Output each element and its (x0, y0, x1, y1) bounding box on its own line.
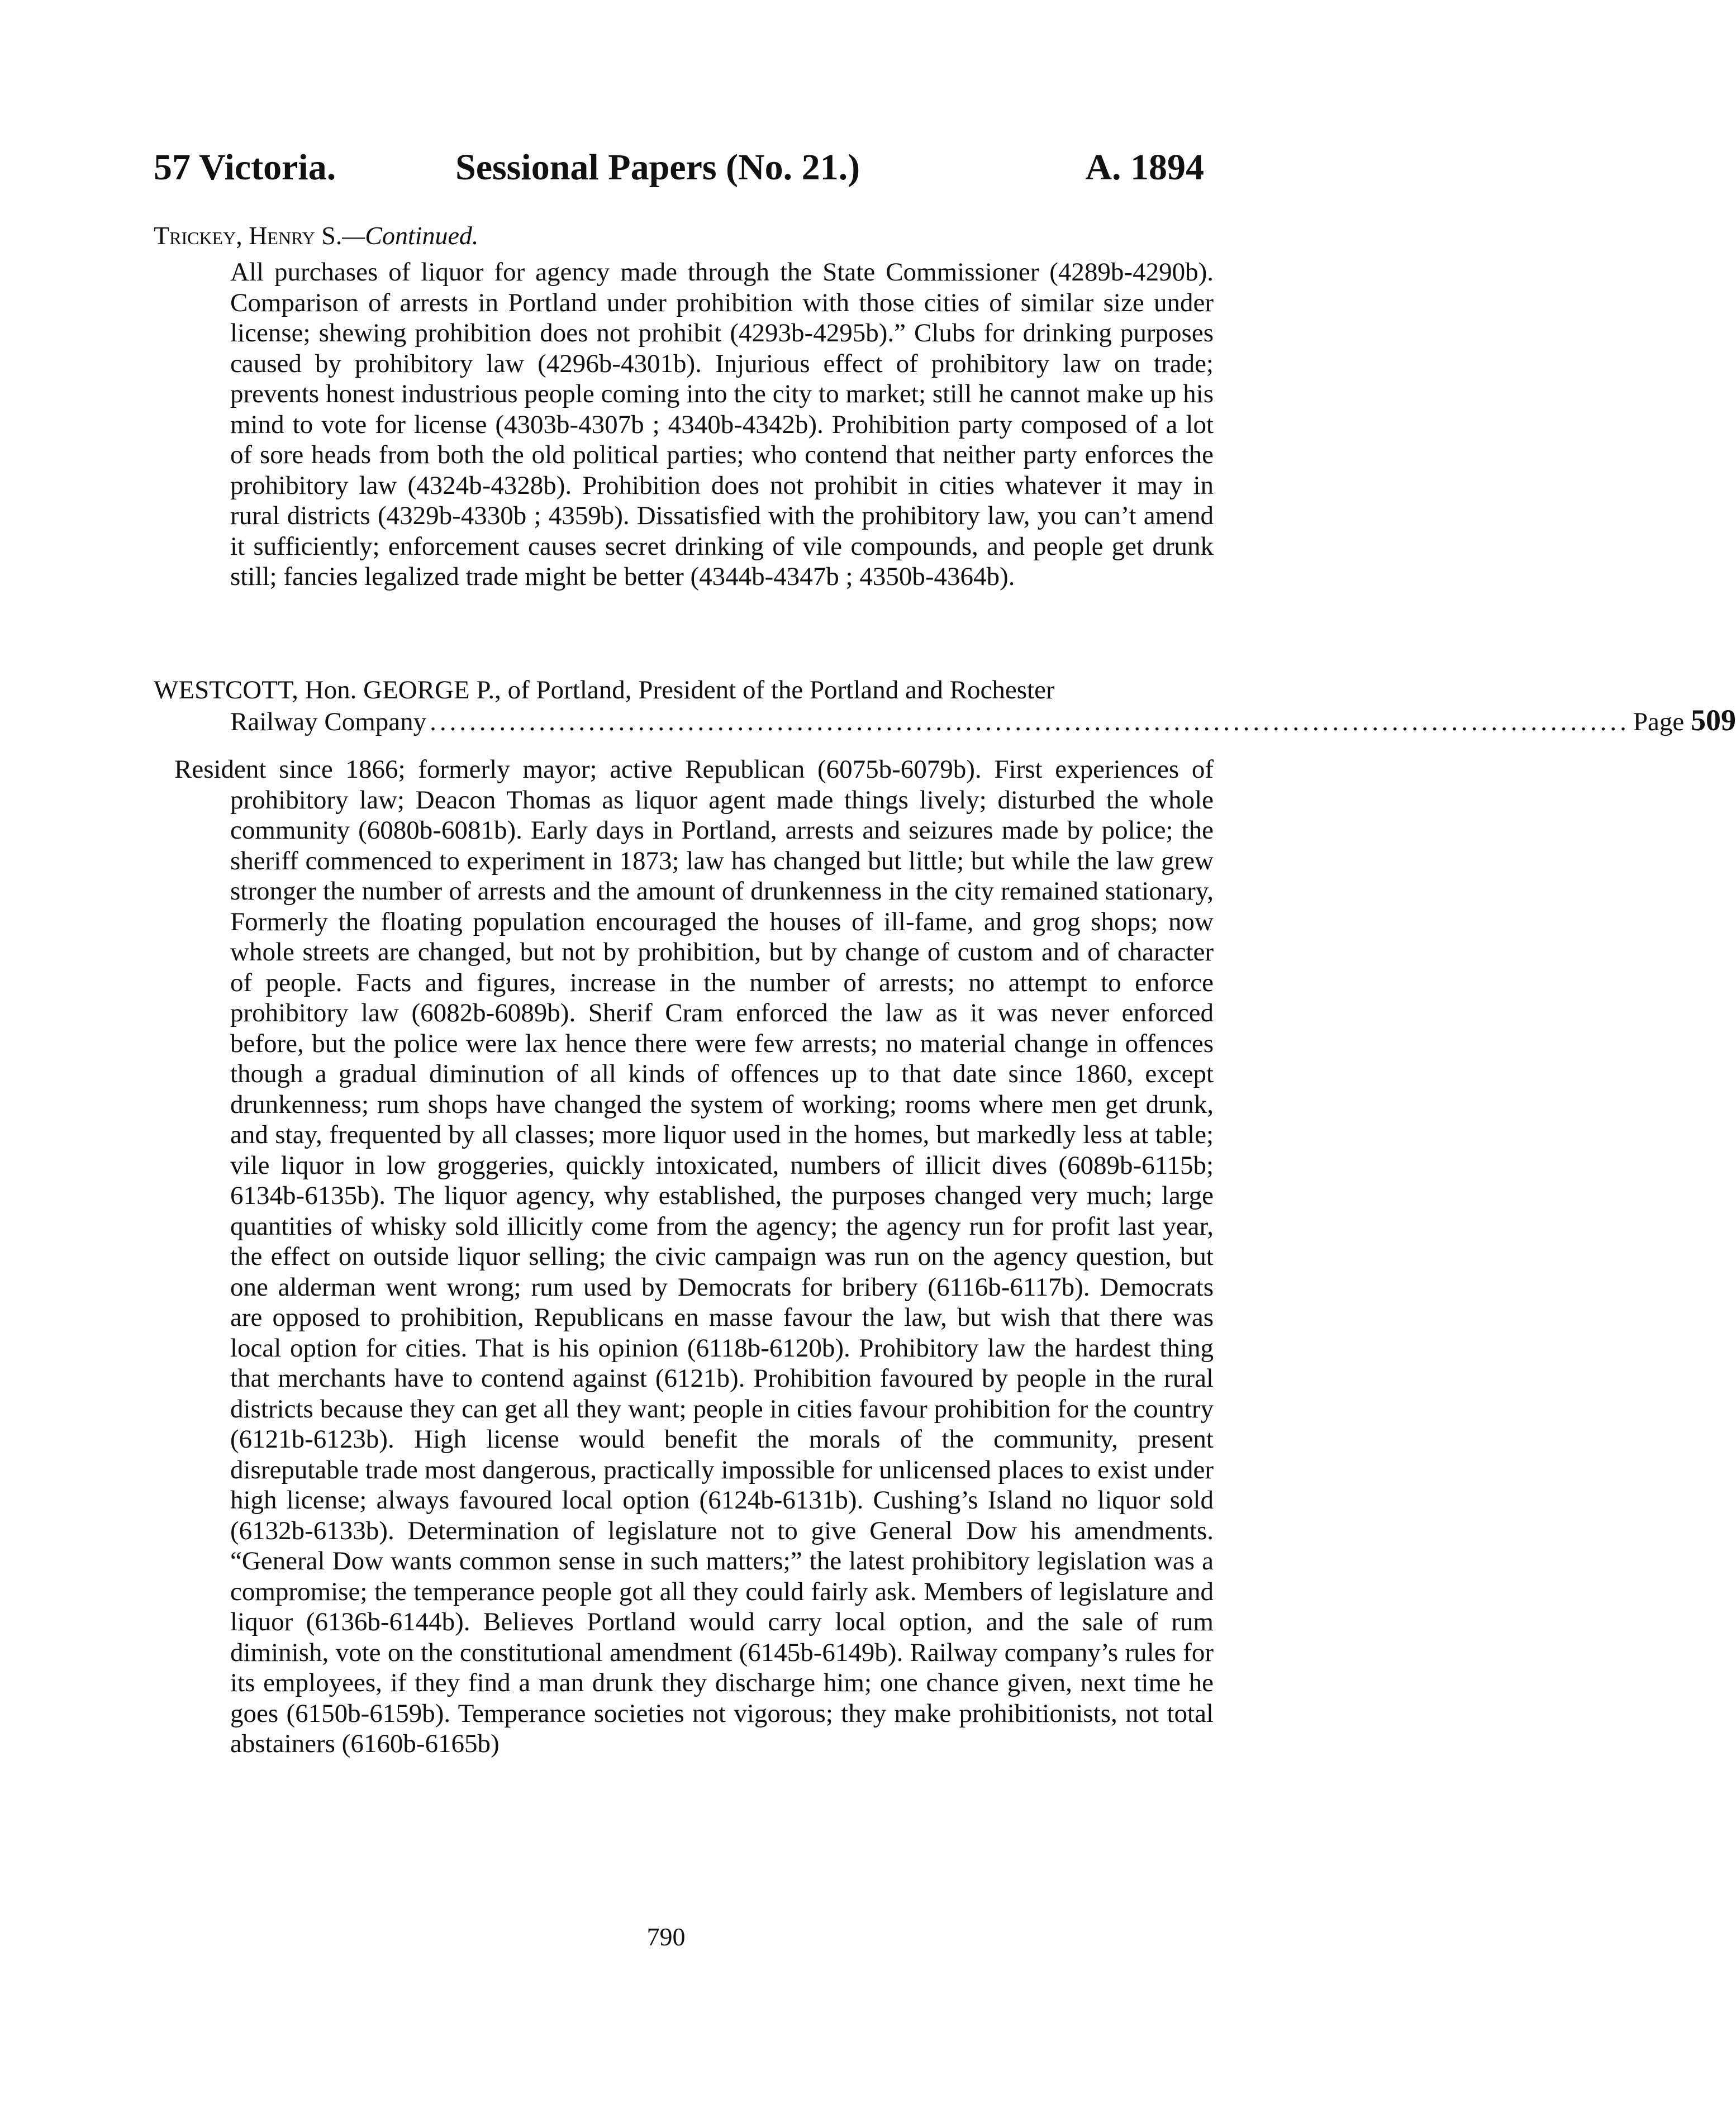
header-title: Sessional Papers (No. 21.) (455, 147, 860, 188)
entry-heading (154, 675, 1736, 737)
page-number: 790 (646, 1922, 686, 1951)
entry-heading-line-2 (154, 703, 1736, 737)
entry-description: , of Portland, President of the Portland and Rochester (494, 675, 1055, 705)
entry-heading-line-1 (154, 675, 1215, 705)
continued-label: —Continued. (342, 221, 479, 250)
entry-name: WESTCOTT, Hon. GEORGE P. (154, 675, 495, 705)
page-header (154, 146, 1204, 202)
leader-dots: ......................................................................................................................... (430, 707, 1630, 736)
header-year: A. 1894 (1085, 147, 1204, 188)
entry-text-container (174, 754, 1214, 1759)
continued-entry-name: Trickey, Henry S. (154, 221, 343, 250)
entry-company: Railway Company (230, 707, 427, 736)
entry-text: Resident since 1866; formerly mayor; active Republican (6075b-6079b). First experiences of prohibitory law; Deacon Thomas as liquor agent made things lively; disturbed the whole community (6080b-6081b). Early days in Portland, arrests and seizures made by police; the sheriff commenced to experiment in 1873; law has changed but little; but while the law grew stronger the number of arrests and the amount of drunkenness in the city remained stationary, Formerly the floating population encouraged the houses of ill-fame, and grog shops; now whole streets are changed, but not by prohibition, but by change of custom and of character of people. Facts and figures, increase in the number of arrests; no attempt to enforce prohibitory law (6082b-6089b). Sherif Cram enforced the law as it was never enforced before, but the police were lax hence there were few arrests; no material change in offences though a gradual diminution of all kinds of offences up to that date since 1860, except drunkenness; rum shops have changed the system of working; rooms where men get drunk, and stay, frequented by all classes; more liquor used in the homes, but markedly less at table; vile liquor in low groggeries, quickly intoxicated, numbers of illicit dives (6089b-6115b; 6134b-6135b). The liquor agency, why established, the purposes changed very much; large quantities of whisky sold illicitly come from the agency; the agency run for profit last year, the effect on outside liquor selling; the civic campaign was run on the agency question, but one alderman went wrong; rum used by Democrats for bribery (6116b-6117b). Democrats are opposed to prohibition, Republicans en masse favour the law, but wish that there was local option for cities. That is his opinion (6118b-6120b). Prohibitory law the hardest thing that merchants have to contend against (6121b). Prohibition favoured by people in the rural districts because they can get all they want; people in cities favour prohibition for the country (6121b-6123b). High license would benefit the morals of the community, present disreputable trade most dangerous, practically impossible for unlicensed places to exist under high license; always favoured local option (6124b-6131b). Cushing’s Island no liquor sold (6132b-6133b). Determination of legislature not to give General Dow his amendments. “General Dow wants common sense in such matters;” the latest prohibitory legislation was a compromise; the temperance people got all they could fairly ask. Members of legislature and liquor (6136b-6144b). Believes Portland would carry local option, and the sale of rum diminish, vote on the constitutional amendment (6145b-6149b). Railway company’s rules for its employees, if they find a man drunk they discharge him; one chance given, next time he goes (6150b-6159b). Temperance societies not vigorous; they make prohibitionists, not total abstainers (6160b-6165b) (174, 755, 1214, 1758)
continued-entry-text: All purchases of liquor for agency made through the State Commissioner (4289b-4290b). Comparison of arrests in Portland under prohibition with those cities of similar size under license; shewing prohibition does not prohibit (4293b-4295b).” Clubs for drinking purposes caused by prohibitory law (4296b-4301b). Injurious effect of prohibitory law on trade; prevents honest industrious people coming into the city to market; still he cannot make up his mind to vote for license (4303b-4307b ; 4340b-4342b). Prohibition party composed of a lot of sore heads from both the old political parties; who contend that neither party enforces the prohibitory law (4324b-4328b). Prohibition does not prohibit in cities whatever it may in rural districts (4329b-4330b ; 4359b). Dissatisfied with the prohibitory law, you can’t amend it sufficiently; enforcement causes secret drinking of vile compounds, and people get drunk still; fancies legalized trade might be better (4344b-4347b ; 4350b-4364b). (230, 258, 1214, 591)
entry-page-number: 509 (1691, 703, 1736, 737)
page-label: Page (1633, 707, 1685, 736)
continued-entry-heading (154, 221, 478, 250)
header-session: 57 Victoria. (154, 147, 336, 188)
